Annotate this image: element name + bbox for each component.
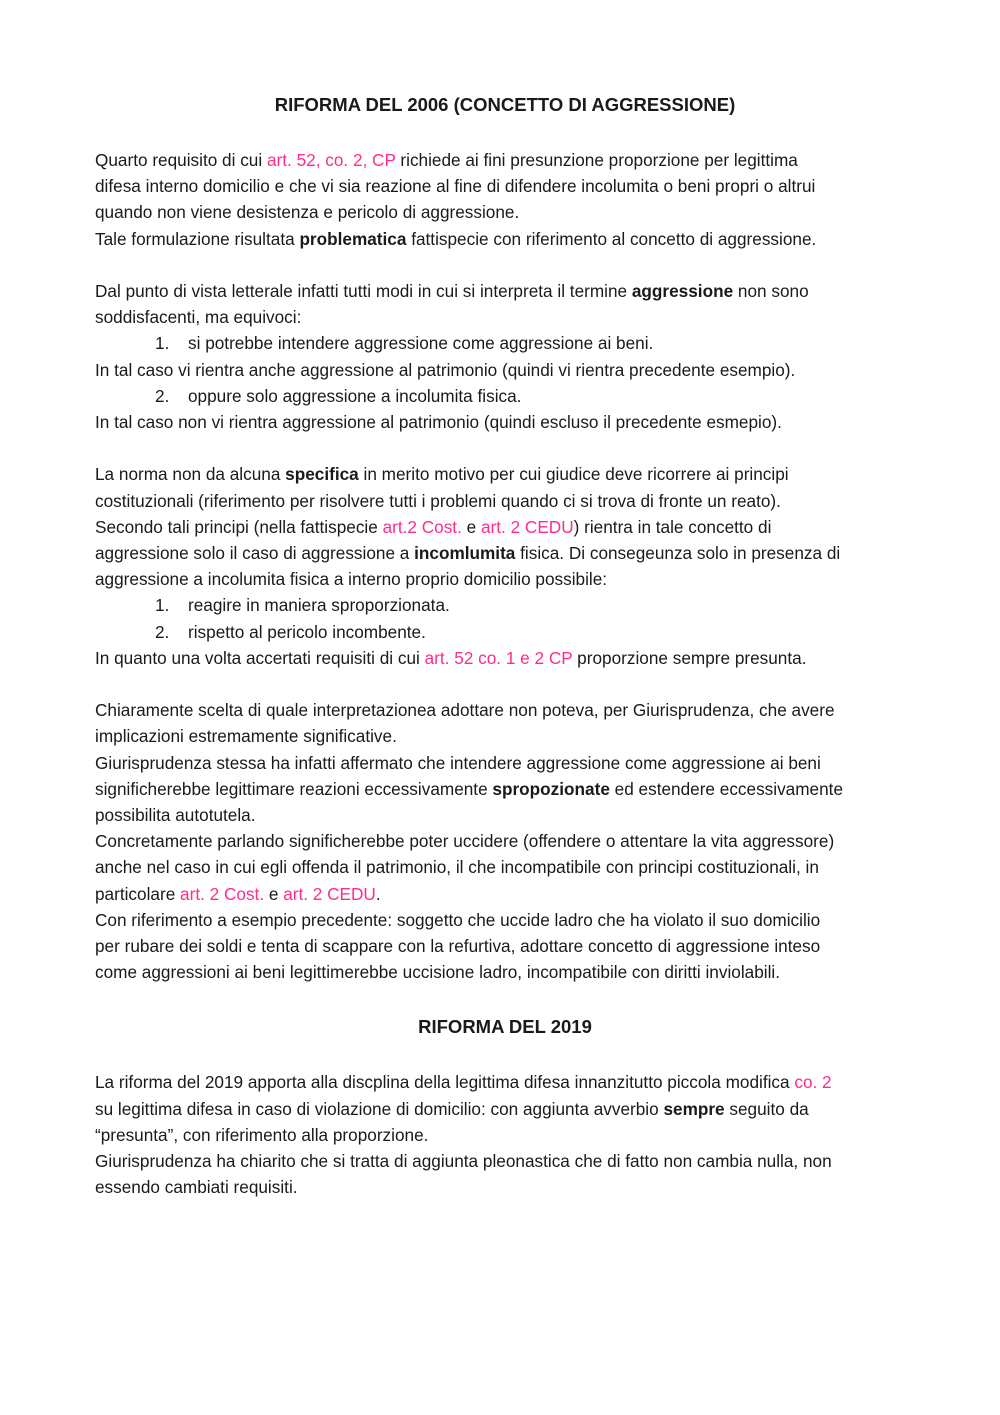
bold-term: spropozionate — [492, 778, 610, 799]
section-title-2019: RIFORMA DEL 2019 — [418, 1016, 592, 1038]
law-reference: art. 2 CEDU — [283, 883, 376, 904]
list-item: 2. rispetto al pericolo incombente. — [155, 621, 426, 642]
bold-term: aggressione — [631, 281, 734, 301]
bold-term: problematica — [299, 228, 407, 249]
paragraph-principi: La norma non da alcuna specifica in merito motivo per cui giudice deve ricorrere ai principi costituzionali (riferimento per risolvere tutti i problemi quando ci si trova di fronte un reato). Secondo tali principi (nella fattispecie art.2 Cost. e art. 2 CEDU) rientra in tale concetto di aggressione solo il caso di aggressione a incomlumita fisica. Di consegeunza solo in presenza di aggressione a incolumita fisica a interno proprio domicilio possibile: 1. reagire in maniera sproporzionata. 2. rispetto al pericolo incombente. In quanto una volta accertati requisiti di cui art. 52 co. 1 e 2 CP proporzione sempre presunta. — [95, 461, 915, 671]
document-body — [95, 92, 915, 1200]
paragraph-interpretazioni: Dal punto di vista letterale infatti tutti modi in cui si interpreta il termine aggressione non sono soddisfacenti, ma equivoci: 1. si potrebbe intendere aggressione come aggressione ai beni. In tal caso vi rientra anche aggressione al patrimonio (quindi vi rientra precedente esempio). 2. oppure solo aggressione a incolumita fisica. In tal caso non vi rientra aggressione al patrimonio (quindi escluso il precedente esmepio). — [95, 278, 915, 435]
law-reference: art. 2 Cost. — [180, 883, 265, 904]
law-reference: co. 2 — [794, 1072, 832, 1093]
section-title-2006: RIFORMA DEL 2006 (CONCETTO DI AGGRESSIONE) — [274, 94, 736, 115]
bold-term: sempre — [663, 1098, 725, 1119]
law-reference: art. 52 co. 1 e 2 CP — [424, 647, 573, 668]
paragraph-requisito: Quarto requisito di cui art. 52, co. 2, CP richiede ai fini presunzione proporzione per legittima difesa interno domicilio e che vi sia reazione al fine di difendere incolumita o beni propri o altrui quando non viene desistenza e pericolo di aggressione. Tale formulazione risultata problematica fattispecie con riferimento al concetto di aggressione. — [95, 150, 817, 249]
list-item: 1. reagire in maniera sproporzionata. — [155, 595, 450, 616]
bold-term: specifica — [285, 464, 359, 485]
bold-term: incomlumita — [414, 543, 516, 564]
list-item: 2. oppure solo aggressione a incolumita fisica. — [155, 385, 522, 406]
paragraph-giurisprudenza: Chiaramente scelta di quale interpretazionea adottare non poteva, per Giurisprudenza, che avere implicazioni estremamente significative. Giurisprudenza stessa ha infatti affermato che intendere aggressione come aggressione ai beni significherebbe legittimare reazioni eccessivamente spropozionate ed estendere eccessivamente possibilita autotutela. Concretamente parlando significherebbe poter uccidere (offendere o attentare la vita aggressore) anche nel caso in cui egli offenda il patrimonio, il che incompatibile con principi costituzionali, in particolare art. 2 Cost. e art. 2 CEDU. Con riferimento a esempio precedente: soggetto che uccide ladro che ha violato il suo domicilio per rubare dei soldi e tenta di scappare con la refurtiva, adottare concetto di aggressione inteso come aggressioni ai beni legittimerebbe uccisione ladro, incompatibile con diritti inviolabili. — [95, 700, 843, 983]
paragraph-riforma-2019: La riforma del 2019 apporta alla discplina della legittima difesa innanzitutto piccola modifica co. 2 su legittima difesa in caso di violazione di domicilio: con aggiunta avverbio sempre seguito da “presunta”, con riferimento alla proporzione. Giurisprudenza ha chiarito che si tratta di aggiunta pleonastica che di fatto non cambia nulla, non essendo cambiati requisiti. — [95, 1072, 832, 1198]
law-reference: art. 52, co. 2, CP — [266, 150, 396, 170]
law-reference: art.2 Cost. — [382, 516, 462, 537]
list-item: 1. si potrebbe intendere aggressione come aggressione ai beni. — [155, 333, 654, 354]
law-reference: art. 2 CEDU — [480, 516, 574, 537]
